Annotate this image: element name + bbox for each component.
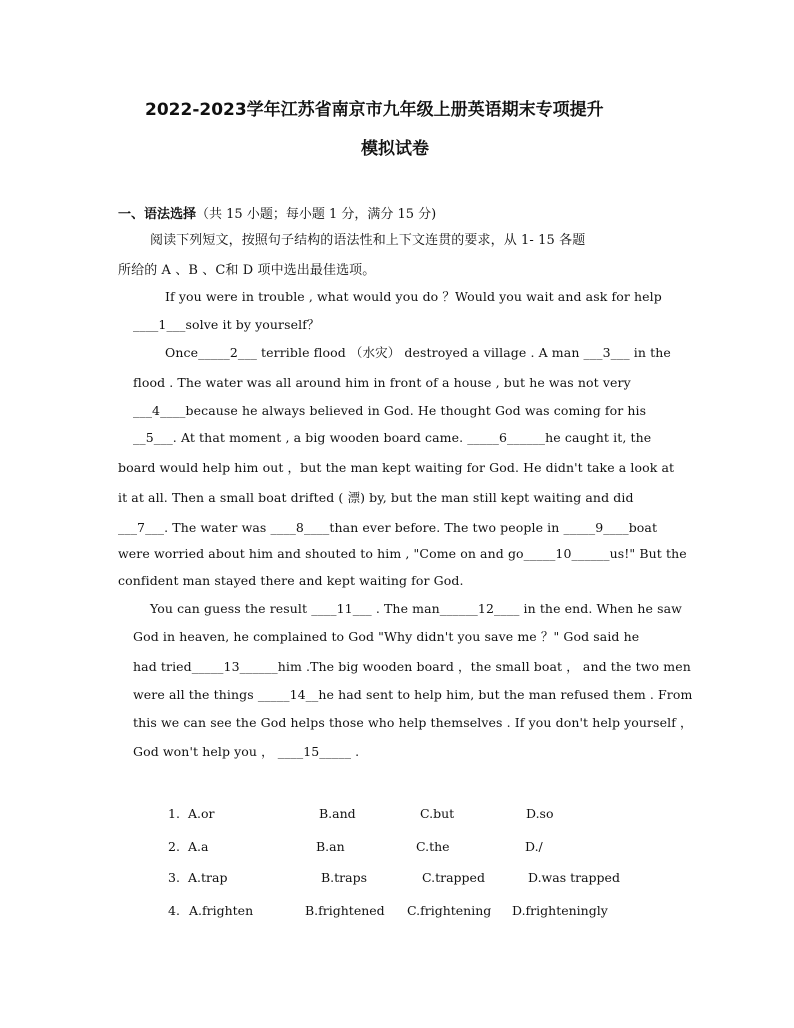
question-2-option-c: C.the (416, 839, 450, 854)
question-3-option-a: A.trap (188, 870, 228, 885)
question-4-option-b: B.frightened (305, 903, 385, 918)
question-3-number: 3. (168, 870, 180, 885)
passage-line: If you were in trouble , what would you do ？Would you wait and ask for help (165, 289, 662, 304)
section-title: 一、语法选择 (118, 207, 197, 222)
passage-line: flood . The water was all around him in front of a house , but he was not very (133, 375, 631, 390)
passage-line: ___7___. The water was ____8____than ever before. The two people in _____9____boat (118, 520, 658, 535)
question-3-option-c: C.trapped (422, 870, 485, 885)
section-header (118, 203, 436, 222)
passage-line: were worried about him and shouted to him , "Come on and go_____10______us!" But the (118, 546, 687, 561)
passage-line: board would help him out ，but the man kept waiting for God. He didn't take a look at (118, 460, 675, 475)
question-1-option-a: A.or (188, 806, 215, 821)
question-1-number: 1. (168, 806, 180, 821)
question-3-option-b: B.traps (321, 870, 368, 885)
passage-line: You can guess the result ____11___ . The man______12____ in the end. When he saw (150, 601, 682, 616)
passage-line: ____1___solve it by yourself？ (133, 317, 320, 332)
passage-line: this we can see the God helps those who help themselves . If you don't help yourself ， (133, 715, 693, 730)
question-2-option-b: B.an (316, 839, 345, 854)
passage-line: had tried_____13______him .The big wooden board ，the small boat ， and the two men (133, 659, 691, 674)
passage-line: God won't help you ， ____15_____ . (133, 744, 360, 759)
passage-line: ___4____because he always believed in God. He thought God was coming for his (133, 403, 647, 418)
question-2-number: 2. (168, 839, 180, 854)
question-1-option-b: B.and (319, 806, 356, 821)
passage-line: confident man stayed there and kept waiting for God. (118, 573, 464, 588)
question-2-option-d: D./ (525, 839, 543, 854)
doc-title-line2: 模拟试卷 (361, 139, 429, 159)
passage-line: God in heaven, he complained to God "Why didn't you save me ？" God said he (133, 629, 640, 644)
instruction-line1: 阅读下列短文，按照句子结构的语法性和上下文连贯的要求，从 1- 15 各题 (150, 233, 586, 248)
section-scoring: （共 15 小题；每小题 1 分，满分 15 分) (196, 207, 437, 222)
passage-line: were all the things _____14__he had sent to help him, but the man refused them . From (133, 687, 693, 702)
question-1-option-c: C.but (420, 806, 455, 821)
question-4-option-a: A.frighten (189, 903, 254, 918)
instruction-line2: 所给的 A 、B 、C和 D 项中选出最佳选项。 (118, 263, 376, 278)
question-3-option-d: D.was trapped (528, 870, 620, 885)
passage-line: it at all. Then a small boat drifted ( 漂) by, but the man still kept waiting and did (118, 490, 634, 505)
question-4-option-d: D.frighteningly (512, 903, 608, 918)
question-2-option-a: A.a (188, 839, 209, 854)
question-4-number: 4. (168, 903, 180, 918)
passage-line: Once_____2___ terrible flood （水灾） destroyed a village . A man ___3___ in the (165, 345, 671, 360)
passage-line: __5___. At that moment , a big wooden board came. _____6______he caught it, the (133, 430, 652, 445)
question-4-option-c: C.frightening (407, 903, 492, 918)
doc-title-line1: 2022-2023学年江苏省南京市九年级上册英语期末专项提升 (145, 100, 604, 120)
question-1-option-d: D.so (526, 806, 554, 821)
